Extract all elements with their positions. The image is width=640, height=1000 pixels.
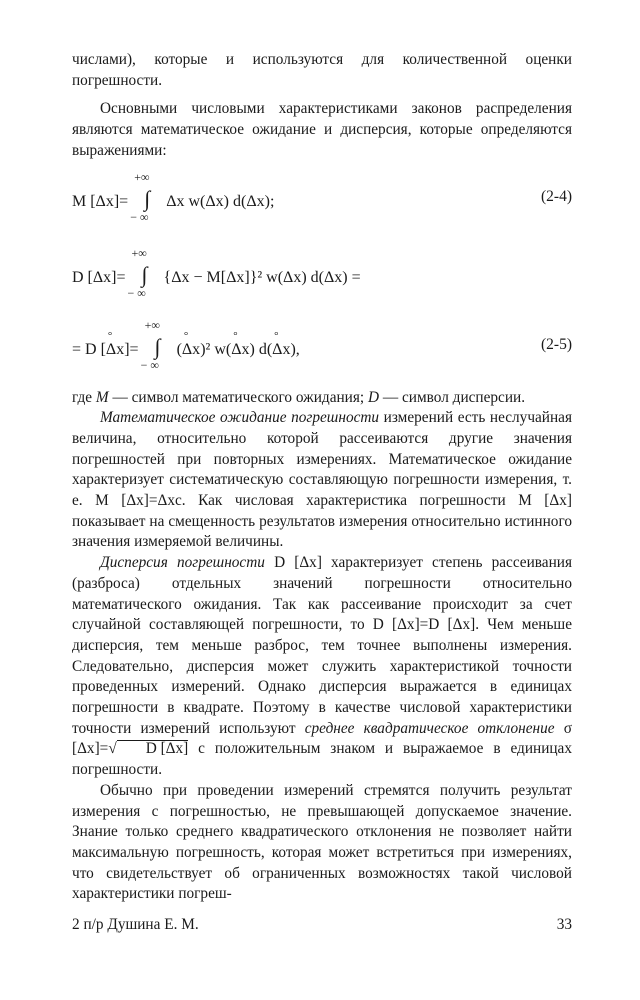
page-body — [72, 50, 572, 905]
formula-2-5-line-1 — [72, 245, 572, 314]
f3-part-a: ( — [176, 340, 182, 358]
sqrt-radicand: D [Δx] — [117, 740, 189, 757]
formula-2-4-lhs: M [Δx]= — [72, 192, 129, 210]
centered-delta-x: ° Δx — [182, 341, 200, 359]
p4-text-a: измерений есть неслучайная величина, относительно которой рассеиваются другие значения погрешностей при повторных измерениях. Математическое ожидание характеризует систематическую составляющую погрешности измерения, т. е. — [72, 409, 572, 510]
integral-sign: ∫ — [141, 261, 148, 287]
paragraph-3 — [72, 388, 572, 409]
p4-text-b: Как числовая характеристика погрешности — [185, 492, 519, 510]
paragraph-5: Дисперсия погрешности D [Δx] характеризует степень рассеивания (разброса) отдельных значений погрешности относительно математического ожидания. Так как рассеивание происходит за счет случайной составляющей погрешности, то D [Δx]=D [Δx]. Чем меньше дисперсия, тем меньше разброс, тем точнее выполнены измерения. Следовательно, дисперсия может служить характеристикой точности проведенных измерений. Однако дисперсия выражается в единицах погрешности в квадрате. Поэтому в качестве числовой характеристики точности измерений используют среднее квадратическое отклонение σ [Δx]=√ D [Δx] с положительным знаком и выражаемое в единицах погрешности. — [72, 554, 572, 779]
term-standard-deviation: среднее квадратическое отклонение — [304, 719, 555, 737]
formula-2-5-integrand: {Δx − M[Δx]}² w(Δx) d(Δx) = — [163, 268, 361, 286]
p3-text-b: — символ математического ожидания; — [108, 388, 368, 406]
p5-inline-formula-3: σ [Δx]= — [72, 719, 572, 758]
p5-text-b: Чем меньше дисперсия, тем меньше разброс, тем точнее выполнены измерения. Следовательно, дисперсия может служить характеристикой точности проведенных измерений. Однако дисперсия выражается в единицах погрешности в квадрате. Поэтому в качестве числовой характеристики точности измерений используют — [72, 616, 572, 737]
equation-number-2-5: (2-5) — [541, 335, 572, 353]
paragraph-6: Обычно при проведении измерений стремятся получить результат измерения с погрешностью, не превышающей допускаемое значение. Знание только среднего квадратического отклонения не позволяет найти максимальную погрешность, которая может встретиться при измерениях, что свидетельствует об ограниченных возможностях такой числовой характеристики погреш- — [72, 781, 572, 903]
formula-2-4-upper-limit: +∞ — [134, 169, 150, 184]
formula-2-5b-upper-limit: +∞ — [144, 317, 160, 332]
p4-inline-formula-2: M [Δx] — [518, 492, 572, 510]
p3-text-c: — символ дисперсии. — [379, 388, 526, 406]
footer-signature: 2 п/р Душина Е. М. — [72, 916, 199, 933]
formula-2-4-integrand: Δx w(Δx) d(Δx); — [166, 192, 275, 210]
symbol-d: D — [367, 388, 380, 406]
term-expected-value: Математическое ожидание погрешности — [100, 409, 380, 427]
formula-2-4 — [72, 169, 572, 230]
p5-text-a: характеризует степень рассеивания (разброса) отдельных значений погрешности относительно математического ожидания. Так как рассеивание происходит за счет случайной составляющей погрешности, то — [72, 554, 572, 634]
p5-text-c: с положительным знаком и выражаемое в единицах погрешности. — [72, 740, 572, 779]
centered-delta-x: ° Δx — [231, 341, 249, 359]
formula-2-5-lower-limit: − ∞ — [127, 285, 146, 300]
formula-2-5-lhs-a: = D [ — [72, 340, 106, 358]
f3-part-e: ) d( — [249, 340, 273, 358]
f3-part-g: ), — [290, 340, 300, 358]
integral-sign: ∫ — [144, 185, 151, 211]
symbol-m: M — [95, 388, 109, 406]
formula-2-4-lower-limit: − ∞ — [130, 209, 149, 224]
formula-2-5-upper-limit: +∞ — [131, 245, 147, 260]
centered-delta-x: ° Δx — [272, 341, 290, 359]
formula-2-5-lhs: D [Δx]= — [72, 268, 126, 286]
paragraph-2: Основными числовыми характеристиками законов распределения являются математическое ожидание и дисперсия, которые определяются выражениями: — [72, 100, 572, 159]
formula-2-5b-lower-limit: − ∞ — [140, 357, 159, 372]
p4-text-c: показывает на смещенность результатов измерения относительно истинного значения измеряемой величины. — [72, 512, 572, 551]
p5-inline-formula-2: D [Δx]=D [Δx]. — [372, 616, 480, 634]
integral-sign: ∫ — [154, 333, 161, 359]
f3-part-c: )² w( — [200, 340, 232, 358]
page-number: 33 — [556, 916, 572, 933]
paragraph-4 — [72, 408, 572, 553]
centered-delta-x: ° Δx — [106, 341, 124, 359]
p3-text-a: где — [72, 388, 96, 406]
formula-2-5-lhs-c: ]= — [124, 340, 139, 358]
term-variance: Дисперсия погрешности — [100, 554, 275, 572]
formula-2-5-line-2 — [72, 317, 572, 384]
page-footer — [72, 916, 572, 934]
paragraph-1: числами), которые и используются для количественной оценки погрешности. — [72, 51, 572, 89]
equation-number-2-4: (2-4) — [541, 187, 572, 205]
p4-inline-formula: M [Δx]=Δxс. — [95, 492, 186, 510]
p5-inline-formula: D [Δx] — [274, 554, 322, 572]
